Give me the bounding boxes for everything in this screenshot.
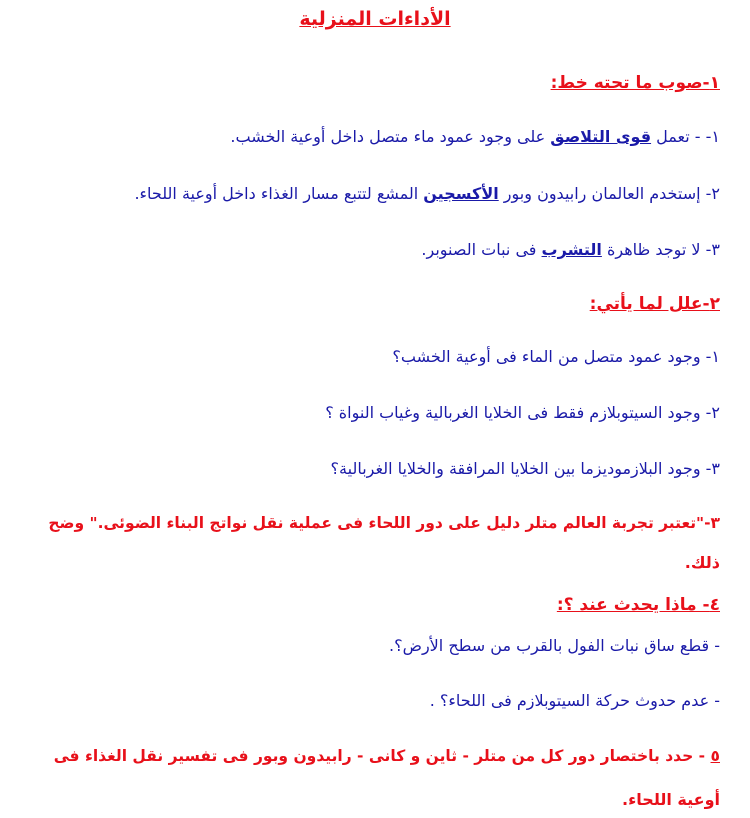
q4-item-2: - عدم حدوث حركة السيتوبلازم فى اللحاء؟ . — [429, 691, 720, 710]
q1-item-1: ١- - تعمل قوى التلاصق على وجود عمود ماء متصل داخل أوعية الخشب. — [230, 127, 720, 146]
q2-item-3: ٣- وجود البلازموديزما بين الخلايا المرافقة والخلايا الغربالية؟ — [330, 459, 720, 478]
q2-heading: ٢-علل لما يأتي: — [589, 294, 720, 314]
q3-line-2: ذلك. — [684, 553, 720, 572]
q3-line-1: ٣-"تعتبر تجربة العالم متلر دليل على دور اللحاء فى عملية نقل نواتج البناء الضوئى." وضح — [48, 514, 720, 532]
q4-item-1: - قطع ساق نبات الفول بالقرب من سطح الأرض؟. — [389, 636, 720, 655]
q5-line-1: ٥ - حدد باختصار دور كل من متلر - ثاين و كانى - رابيدون وبور فى تفسير نقل الغذاء فى — [53, 747, 720, 765]
q5-number: ٥ — [710, 747, 720, 765]
q2-item-2: ٢- وجود السيتوبلازم فقط فى الخلايا الغربالية وغياب النواة ؟ — [325, 403, 720, 422]
q1-item-3: ٣- لا توجد ظاهرة التشرب فى نبات الصنوبر. — [421, 240, 720, 259]
q1-item-2: ٢- إستخدم العالمان رابيدون وبور الأكسجين المشع لتتبع مسار الغذاء داخل أوعية اللحاء. — [134, 184, 720, 203]
q1-heading: ١-صوب ما تحته خط: — [550, 73, 720, 93]
q2-item-1: ١- وجود عمود متصل من الماء فى أوعية الخشب؟ — [392, 347, 720, 366]
q4-heading: ٤- ماذا يحدث عند ؟: — [556, 595, 720, 615]
q5-line-2: أوعية اللحاء. — [622, 790, 720, 809]
page-title: الأداءات المنزلية — [299, 8, 451, 30]
